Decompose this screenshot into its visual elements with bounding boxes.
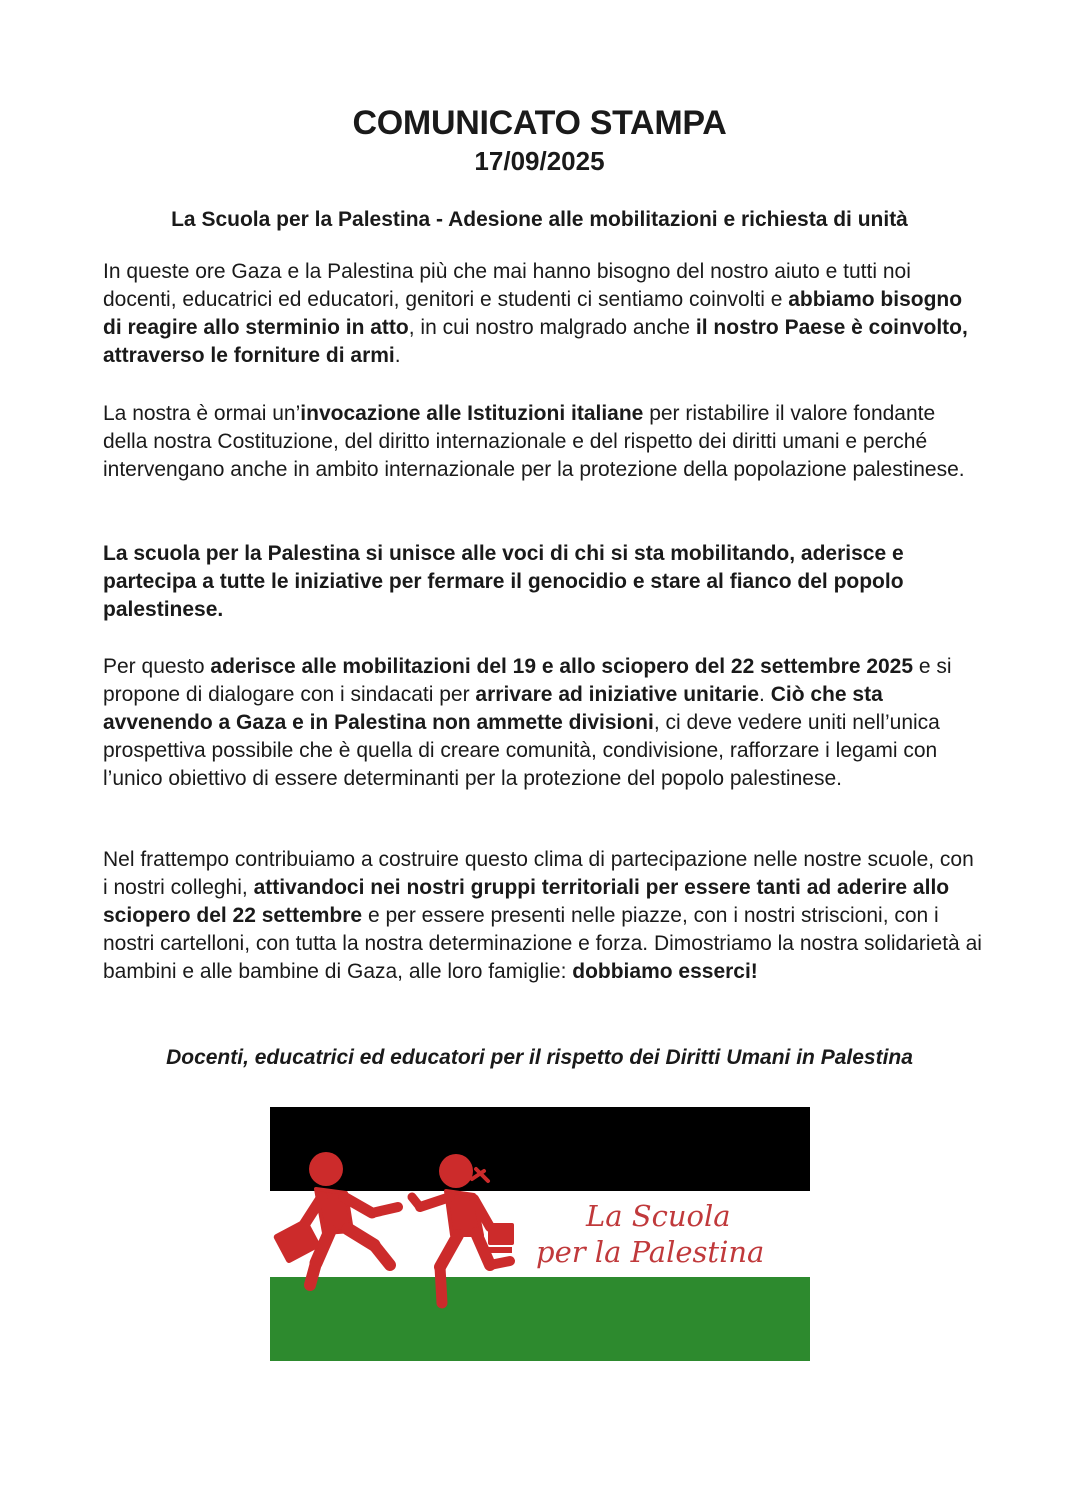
scuola-per-la-palestina-logo [270,1107,810,1361]
paragraph-1: In queste ore Gaza e la Palestina più che mai hanno bisogno del nostro aiuto e tutti noi docenti, educatrici ed educatori, genitori e studenti ci sentiamo coinvolti e abbiamo bisogno di reagire allo sterminio in atto, in cui nostro malgrado anche il nostro Paese è coinvolto, attraverso le forniture di armi. [103,260,968,367]
logo-graphic [270,1107,810,1361]
paragraph-4: Per questo aderisce alle mobilitazioni del 19 e allo sciopero del 22 settembre 2025 e si propone di dialogare con i sindacati per arrivare ad iniziative unitarie. Ciò che sta avvenendo a Gaza e in Palestina non ammette divisioni, ci deve vedere uniti nell’unica prospettiva possibile che è quella di creare comunità, condivisione, rafforzare i legami con l’unico obiettivo di essere determinanti per la protezione del popolo palestinese. [103,655,952,790]
release-subtitle: La Scuola per la Palestina - Adesione alle mobilitazioni e richiesta di unità [171,208,908,231]
paragraph-3: La scuola per la Palestina si unisce alle voci di chi si sta mobilitando, aderisce e partecipa a tutte le iniziative per fermare il genocidio e stare al fianco del popolo palestinese. [103,542,904,621]
signature: Docenti, educatrici ed educatori per il rispetto dei Diritti Umani in Palestina [166,1046,913,1069]
paragraph-5: Nel frattempo contribuiamo a costruire questo clima di partecipazione nelle nostre scuole, con i nostri colleghi, attivandoci nei nostri gruppi territoriali per essere tanti ad aderire allo sciopero del 22 settembre e per essere presenti nelle piazze, con i nostri striscioni, con i nostri cartelloni, con tutta la nostra determinazione e forza. Dimostriamo la nostra solidarietà ai bambini e alle bambine di Gaza, alle loro famiglie: dobbiamo esserci! [103,848,982,983]
logo-text-line-1: La Scuola [586,1199,731,1233]
page-title: COMUNICATO STAMPA [352,104,727,142]
logo-text-line-2: per la Palestina [536,1235,765,1269]
paragraph-2: La nostra è ormai un’invocazione alle Istituzioni italiane per ristabilire il valore fondante della nostra Costituzione, del diritto internazionale e del rispetto dei diritti umani e perché intervengano anche in ambito internazionale per la protezione della popolazione palestinese. [103,402,965,481]
flag-band-black [270,1107,810,1191]
flag-band-green [270,1277,810,1361]
release-date: 17/09/2025 [474,146,605,176]
